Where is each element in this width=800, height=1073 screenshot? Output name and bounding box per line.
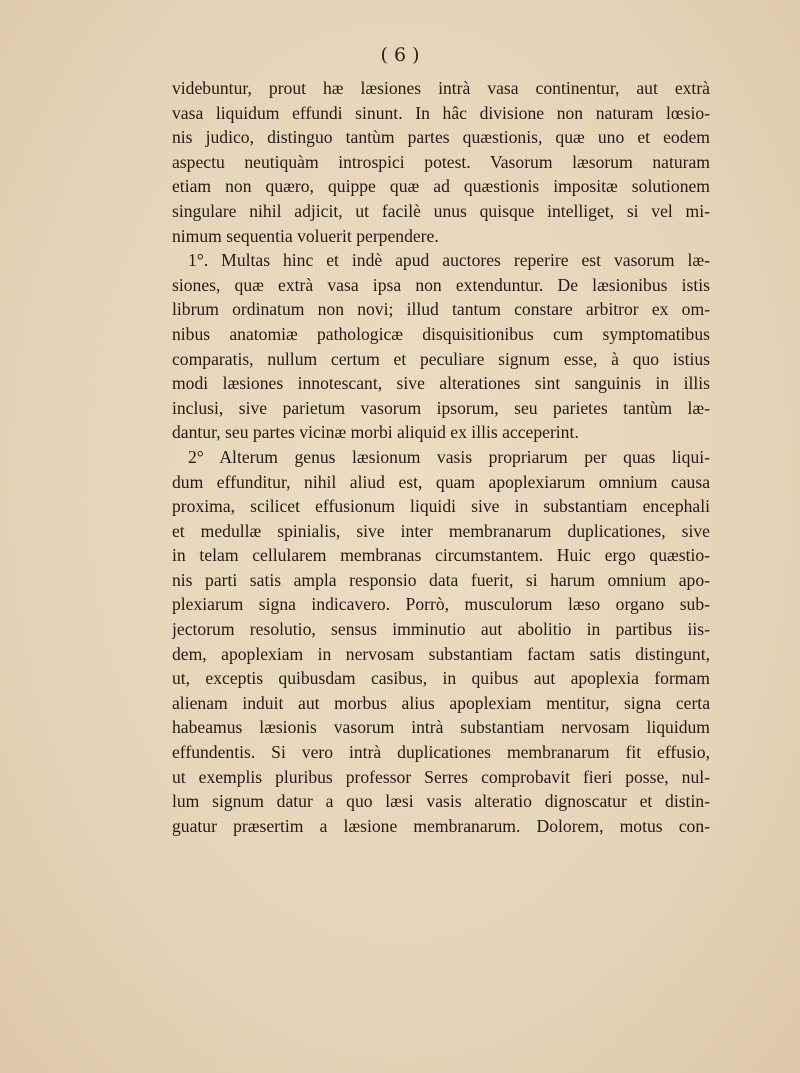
text-line: ut, exceptis quibusdam casibus, in quibus aut apoplexia formam [172, 668, 710, 689]
text-line: 1°. Multas hinc et indè apud auctores reperire est vasorum læ- [188, 250, 710, 271]
text-line: nis parti satis ampla responsio data fuerit, si harum omnium apo- [172, 569, 710, 590]
text-line: guatur præsertim a læsione membranarum. Dolorem, motus con- [172, 815, 710, 836]
text-line: proxima, scilicet effusionum liquidi sive in substantiam encephali [172, 496, 710, 517]
text-line: habeamus læsionis vasorum intrà substantiam nervosam liquidum [172, 717, 710, 738]
text-line: nis judico, distinguo tantùm partes quæstionis, quæ uno et eodem [172, 127, 710, 148]
text-line: alienam induit aut morbus alius apoplexiam mentitur, signa certa [172, 692, 710, 713]
text-line: dem, apoplexiam in nervosam substantiam factam satis distingunt, [172, 643, 710, 664]
text-line: comparatis, nullum certum et peculiare signum esse, à quo istius [172, 348, 710, 369]
text-line: nimum sequentia voluerit perpendere. [172, 225, 439, 246]
text-line: modi læsiones innotescant, sive alterationes sint sanguinis in illis [172, 373, 710, 394]
text-line: siones, quæ extrà vasa ipsa non extenduntur. De læsionibus istis [172, 274, 710, 295]
text-line: videbuntur, prout hæ læsiones intrà vasa continentur, aut extrà [172, 78, 710, 98]
page-number: ( 6 ) [380, 44, 420, 66]
text-line: aspectu neutiquàm introspici potest. Vasorum læsorum naturam [172, 151, 710, 172]
text-line: jectorum resolutio, sensus imminutio aut abolitio in partibus iis- [172, 619, 710, 640]
text-line: effundentis. Si vero intrà duplicationes membranarum fit effusio, [172, 742, 710, 763]
text-line: vasa liquidum effundi sinunt. In hâc divisione non naturam lœsio- [172, 102, 710, 123]
text-line: et medullæ spinialis, sive inter membranarum duplicationes, sive [172, 520, 710, 541]
text-line: dum effunditur, nihil aliud est, quam apoplexiarum omnium causa [172, 471, 710, 492]
text-line: lum signum datur a quo læsi vasis alteratio dignoscatur et distin- [172, 791, 710, 812]
text-line: librum ordinatum non novi; illud tantum constare arbitror ex om- [172, 299, 710, 320]
text-line: inclusi, sive parietum vasorum ipsorum, seu parietes tantùm læ- [172, 397, 710, 418]
text-line: etiam non quæro, quippe quæ ad quæstionis impositæ solutionem [172, 176, 710, 197]
text-line: dantur, seu partes vicinæ morbi aliquid ex illis acceperint. [172, 422, 579, 443]
text-line: singulare nihil adjicit, ut facilè unus quisque intelliget, si vel mi- [172, 200, 710, 221]
text-line: in telam cellularem membranas circumstantem. Huic ergo quæstio- [172, 545, 710, 566]
text-line: 2° Alterum genus læsionum vasis propriarum per quas liqui- [188, 446, 710, 467]
text-line: plexiarum signa indicavero. Porrò, musculorum læso organo sub- [172, 594, 710, 615]
text-line: ut exemplis pluribus professor Serres comprobavit fieri posse, nul- [172, 766, 710, 787]
body-text [172, 76, 710, 838]
text-line: nibus anatomiæ pathologicæ disquisitionibus cum symptomatibus [172, 323, 710, 344]
